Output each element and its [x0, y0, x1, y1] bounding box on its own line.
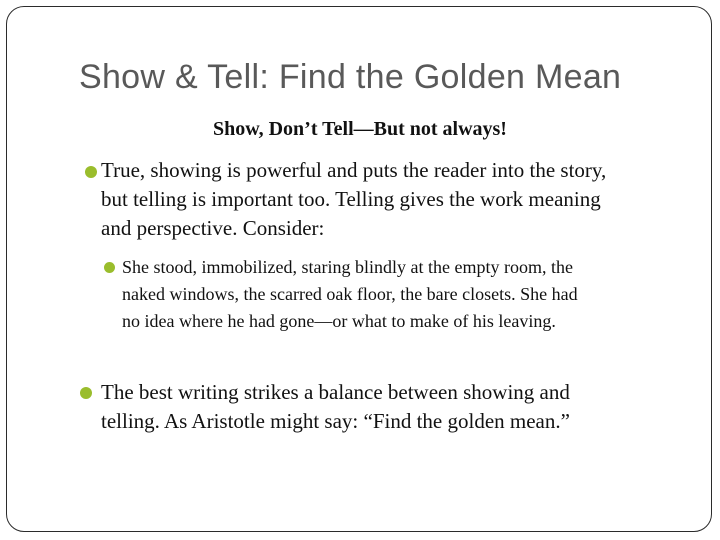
bullet-line: telling. As Aristotle might say: “Find the golden mean.”	[101, 409, 570, 433]
bullet-line: True, showing is powerful and puts the reader into the story,	[101, 158, 607, 182]
bullet-line: no idea where he had gone—or what to make of his leaving.	[122, 311, 556, 331]
slide-title: Show & Tell: Find the Golden Mean	[79, 58, 622, 96]
bullet-line: but telling is important too. Telling gives the work meaning	[101, 187, 601, 211]
bullet-line: naked windows, the scarred oak floor, the bare closets. She had	[122, 284, 578, 304]
slide-subtitle: Show, Don’t Tell—But not always!	[213, 118, 507, 140]
bullet-line: The best writing strikes a balance between showing and	[101, 380, 570, 404]
sub-bullet-text	[122, 254, 578, 335]
bullet-dot-icon	[104, 262, 115, 273]
bullet-dot-icon	[80, 387, 92, 399]
bullet-line: She stood, immobilized, staring blindly at the empty room, the	[122, 257, 573, 277]
bullet-item	[80, 378, 700, 440]
bullet-item	[20, 156, 700, 246]
sub-bullet-item	[104, 254, 704, 339]
bullet-text	[101, 378, 570, 436]
bullet-line: and perspective. Consider:	[101, 216, 325, 240]
bullet-dot-icon	[85, 166, 97, 178]
bullet-text	[101, 156, 606, 243]
